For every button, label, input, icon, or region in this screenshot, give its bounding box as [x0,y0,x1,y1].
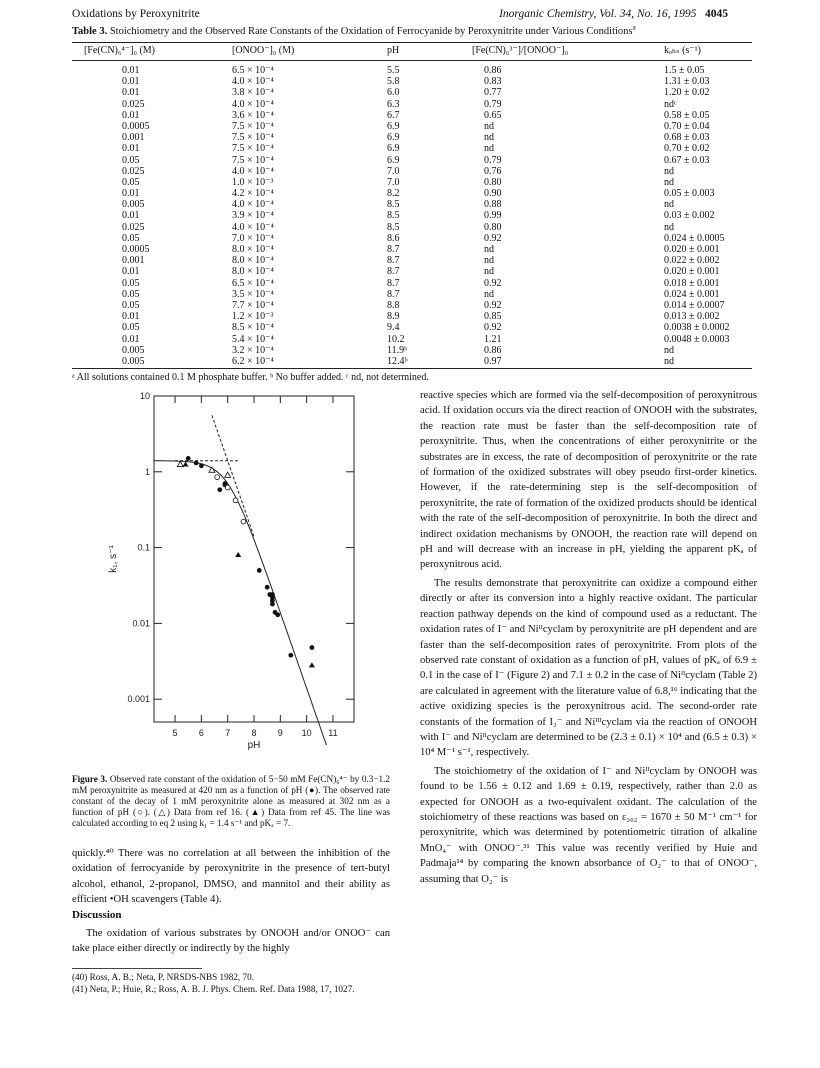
col-header: [Fe(CN)₆⁴⁻]₀ (M) [84,45,156,56]
table-cell: 0.05 [122,277,140,289]
table-cell: 0.86 [484,65,502,76]
table-cell: 6.9 [387,154,400,166]
table-cell: 0.01 [122,188,140,200]
table-cell: 8.0 × 10⁻⁴ [232,266,274,278]
data-point-filled-circle [194,461,199,466]
right-column [420,388,757,887]
table-cell: 0.76 [484,165,502,177]
table-cell: 1.20 ± 0.02 [664,87,710,99]
data-point-open-triangle [225,472,231,477]
table-row [72,222,752,233]
table-cell: nd [664,344,674,356]
data-point-open-circle [241,519,246,524]
data-point-filled-circle [309,645,314,650]
table-cell: 4.0 × 10⁻⁴ [232,199,274,211]
table-cell: 4.0 × 10⁻⁴ [232,221,274,233]
table-cell: 0.01 [122,311,140,323]
table-cell: 1.0 × 10⁻³ [232,176,274,188]
col-header: [Fe(CN)₆³⁻]/[ONOO⁻]₀ [472,45,569,56]
table-cell: 0.024 ± 0.001 [664,288,720,300]
data-point-filled-triangle [235,552,241,557]
table-cell: 0.01 [122,65,140,76]
table-cell: 7.5 × 10⁻⁴ [232,154,274,166]
data-point-filled-circle [270,592,275,597]
page-number: 4045 [705,8,728,20]
table-cell: 3.6 × 10⁻⁴ [232,109,274,121]
references [72,968,390,995]
data-point-open-circle [215,475,220,480]
table-body [72,65,752,367]
x-tick-label: 9 [277,728,283,738]
table-cell: 0.022 ± 0.002 [664,255,720,267]
table-row [72,99,752,110]
y-tick-label: 0.01 [132,618,150,629]
table-cell: 8.7 [387,277,400,289]
table-cell: 8.5 [387,199,400,211]
table-cell: 0.001 [122,255,145,267]
data-point-filled-circle [199,463,204,468]
table-cell: 1.5 ± 0.05 [664,65,705,76]
table-cell: 0.0005 [122,120,150,132]
plot-frame [154,396,354,722]
table-cell: 0.58 ± 0.05 [664,109,710,121]
table-caption-note: a [632,22,636,32]
table-cell: 0.92 [484,299,502,311]
table-row [72,356,752,367]
data-point-filled-circle [186,456,191,461]
table-row [72,210,752,221]
table-cell: 0.03 ± 0.002 [664,210,715,222]
table-cell: 6.7 [387,109,400,121]
table-cell: 0.92 [484,232,502,244]
table-cell: 0.01 [122,210,140,222]
table-cell: 4.0 × 10⁻⁴ [232,76,274,88]
data-point-filled-triangle [183,461,189,466]
table-cell: 5.8 [387,76,400,88]
table-cell: nd [664,199,674,211]
table-cell: 0.65 [484,109,502,121]
table-cell: nd [664,355,674,367]
left-paragraph: quickly.⁴⁰ There was no correlation at all between the inhibition of the oxidation of ferrocyanide by peroxynitrite in the presence of tert-butyl alcohol, ethanol, 2-propanol, DMSO, and mannitol and their ability as efficient •OH scavengers (Table 4). [72,848,390,906]
table-cell: 8.0 × 10⁻⁴ [232,255,274,267]
col-header: kₒₕₛ (s⁻¹) [664,45,701,56]
body-paragraph: The results demonstrate that peroxynitrite can oxidize a compound either directly or after its conversion into a highly reactive oxidant. The particular reaction pathway depends on the kind of compound used as a reductant. The oxidation rates of I⁻ and Niᴵᴵcyclam by peroxynitrite are pH dependent and are faster than the self-decomposition rates of peroxynitrite. From plots of the observed rate constant of oxidation as a function of pH, values of pKₐ of 6.9 ± 0.1 in the case of I⁻ (Figure 2) and 7.1 ± 0.2 in the case of Niᴵᴵcyclam (Table 2) are calculated in agreement with the literature value of 6.8,¹⁶ indicating that the active oxidizing species is the peroxynitrous acid. The second-order rate constants of the formation of I₃⁻ and Niᴵᴵᴵcyclam via the reaction of ONOOH with I⁻ and Niᴵᴵcyclam are determined to be (2.3 ± 0.1) × 10⁴ and (6.5 ± 0.3) × 10⁴ M⁻¹ s⁻¹, respectively. [420,577,757,759]
table-cell: 0.05 [122,232,140,244]
table-cell: 8.8 [387,299,400,311]
table-cell: 3.2 × 10⁻⁴ [232,344,274,356]
table-cell: 3.9 × 10⁻⁴ [232,210,274,222]
table-cell: 8.7 [387,255,400,267]
table-cell: 7.0 [387,176,400,188]
table-cell: 0.92 [484,277,502,289]
table-cell: 1.21 [484,333,502,345]
table-cell: 0.70 ± 0.04 [664,120,710,132]
table-cell: 0.005 [122,355,145,367]
x-tick-label: 5 [172,728,178,738]
table-row [72,311,752,322]
table-cell: 6.9 [387,120,400,132]
table-bottom-rule [72,368,752,369]
data-point-filled-circle [217,487,222,492]
journal-citation [499,8,728,20]
table-cell: 0.68 ± 0.03 [664,132,710,144]
table-row [72,143,752,154]
table-cell: 8.5 [387,221,400,233]
table-row [72,177,752,188]
table-cell: 0.01 [122,109,140,121]
table-cell: 0.88 [484,199,502,211]
data-point-filled-circle [275,612,280,617]
table-cell: 0.05 [122,288,140,300]
table-row [72,87,752,98]
data-point-open-circle [225,485,230,490]
y-tick-label: 0.1 [137,542,150,553]
table-row [72,322,752,333]
table-row [72,233,752,244]
table-cell: 1.31 ± 0.03 [664,76,710,88]
table-cell: 0.77 [484,87,502,99]
table-cell: 8.2 [387,188,400,200]
data-point-filled-circle [257,568,262,573]
figure-caption-label: Figure 3. [72,774,108,784]
reference-item: (41) Neta, P.; Huie, R.; Ross, A. B. J. Phys. Chem. Ref. Data 1988, 17, 1027. [72,983,355,994]
table-cell: 8.9 [387,311,400,323]
reference-item: (40) Ross, A. B.; Neta, P. NRSDS-NBS 1982, 70. [72,972,254,982]
table-cell: 0.67 ± 0.03 [664,154,710,166]
table-cell: 3.5 × 10⁻⁴ [232,288,274,300]
table-row [72,244,752,255]
table-cell: 0.018 ± 0.001 [664,277,720,289]
y-axis-label: k₁, s⁻¹ [108,545,119,573]
y-tick-label: 0.001 [127,694,150,705]
table-cell: 7.7 × 10⁻⁴ [232,299,274,311]
table-cell: 8.7 [387,266,400,278]
body-paragraph: reactive species which are formed via the self-decomposition of peroxynitrous acid. If oxidation occurs via the direct reaction of ONOOH with the substrates, the reaction rate must be faster than the self-decomposition rate of peroxynitrite. Thus, when the concentrations of either peroxynitrite or the substrates are in excess, the rate of decomposition of peroxynitrite or the rate of formation of the oxidized substrates will obey pseudo first-order kinetics. However, if the rate-determining step is the self-decomposition of peroxynitrite, the rate of formation of the oxidized products should be identical with the rate of the self-decomposition of peroxynitrite. In both the direct and indirect oxidation mechanisms by ONOOH, the reaction rate will depend on pH and will decrease with an increase in pH, yielding the apparent pKₐ of peroxynitrous acid. [420,390,757,571]
y-tick-label: 1 [144,466,150,477]
table-cell: 12.4ᵇ [387,355,408,367]
table-cell: 0.05 [122,154,140,166]
table-cell: 0.80 [484,221,502,233]
table-cell: 0.99 [484,210,502,222]
table-cell: 6.2 × 10⁻⁴ [232,355,274,367]
x-axis-label: pH [247,740,261,751]
table-row [72,166,752,177]
table-cell: 0.05 [122,322,140,334]
table-row [72,334,752,345]
table-cell: 0.01 [122,76,140,88]
table-cell: 0.0005 [122,244,150,255]
table-row [72,345,752,356]
table-cell: 10.2 [387,333,405,345]
table-cell: 3.8 × 10⁻⁴ [232,87,274,99]
table-cell: 4.0 × 10⁻⁴ [232,165,274,177]
col-header: pH [387,45,400,56]
table-cell: 5.4 × 10⁻⁴ [232,333,274,345]
col-header: [ONOO⁻]₀ (M) [232,45,295,56]
figure-caption-text: Observed rate constant of the oxidation of 5−50 mM Fe(CN)₆⁴⁻ by 0.3−1.2 mM peroxynitrite as measured at 420 nm as a function of pH (●). The observed rate constant of the decay of 1 mM peroxynitrite alone as measured at 302 nm as a function of pH (○). (△) Data from ref 16. (▲) Data from ref 45. The line was calculated according to eq 2 using k₁ = 1.4 s⁻¹ and pKₐ = 7. [72,774,390,829]
table-cell: 0.0048 ± 0.0003 [664,333,730,345]
discussion-heading: Discussion [72,909,122,921]
table-cell: 0.020 ± 0.001 [664,266,720,278]
table-cell: 0.83 [484,76,502,88]
references-rule [72,968,202,969]
table-row [72,65,752,76]
x-tick-label: 7 [225,728,231,738]
table-cell: 0.01 [122,266,140,278]
table-cell: 1.2 × 10⁻³ [232,311,274,323]
table-cell: 0.025 [122,165,145,177]
table-cell: 0.05 [122,299,140,311]
table-cell: 0.05 ± 0.003 [664,188,715,200]
table-cell: 7.5 × 10⁻⁴ [232,143,274,155]
table-cell: nd [664,221,674,233]
x-tick-label: 10 [301,728,312,738]
table-cell: 0.80 [484,176,502,188]
data-point-open-triangle [177,461,183,466]
table-cell: nd [484,244,494,255]
table-cell: 6.0 [387,87,400,99]
table-cell: ndᶜ [664,98,677,110]
table-cell: 8.7 [387,244,400,255]
table-footnote: ᵃ All solutions contained 0.1 M phosphate buffer. ᵇ No buffer added. ᶜ nd, not determined. [72,372,429,383]
table-cell: 4.2 × 10⁻⁴ [232,188,274,200]
running-title: Oxidations by Peroxynitrite [72,8,200,20]
table-header-rule [72,60,752,61]
figure-caption [72,774,390,829]
table-cell: 0.005 [122,344,145,356]
table-cell: nd [484,132,494,144]
table-row [72,199,752,210]
data-point-filled-circle [265,585,270,590]
table-caption-text: Stoichiometry and the Observed Rate Constants of the Oxidation of Ferrocyanide by Peroxynitrite under Various Conditions [109,26,633,37]
x-tick-label: 6 [198,728,204,738]
table-cell: 0.01 [122,333,140,345]
data-point-filled-circle [288,653,293,658]
table-cell: nd [484,288,494,300]
table-cell: 8.5 [387,210,400,222]
table-row [72,132,752,143]
table-label: Table 3. [72,26,108,37]
table-cell: 0.90 [484,188,502,200]
table-caption [72,22,752,37]
table-cell: 5.5 [387,65,400,76]
table-row [72,278,752,289]
table-cell: 6.9 [387,143,400,155]
x-tick-label: 8 [251,728,257,738]
data-point-filled-circle [270,602,275,607]
table-row [72,110,752,121]
table-row [72,76,752,87]
table-cell: 7.5 × 10⁻⁴ [232,132,274,144]
table-cell: 0.79 [484,154,502,166]
table-row [72,255,752,266]
table-cell: 0.97 [484,355,502,367]
table-cell: nd [484,143,494,155]
table-cell: 0.79 [484,98,502,110]
table-cell: 7.0 [387,165,400,177]
table-cell: 8.6 [387,232,400,244]
table-cell: 0.020 ± 0.001 [664,244,720,255]
table-cell: 0.92 [484,322,502,334]
table-cell: 0.86 [484,344,502,356]
table-row [72,121,752,132]
table-cell: 0.024 ± 0.0005 [664,232,725,244]
table-cell: 0.001 [122,132,145,144]
figure-3-plot [96,390,376,770]
fit-line [154,461,326,745]
table-cell: 11.9ᵇ [387,344,408,356]
table-row [72,289,752,300]
table-cell: 0.025 [122,98,145,110]
data-point-filled-triangle [309,662,315,667]
table-cell: 0.05 [122,176,140,188]
table-cell: 0.014 ± 0.0007 [664,299,725,311]
table-cell: 0.01 [122,143,140,155]
body-paragraph: The stoichiometry of the oxidation of I⁻ and Niᴵᴵcyclam by ONOOH was found to be 1.56 ± 0.12 and 1.69 ± 0.19, respectively, rather than 2.0 as expected for ONOOH as a two-equivalent oxidant. The calculation of the stoichiometry of these reactions was based on ε₃₀₂ = 1670 ± 50 M⁻¹ cm⁻¹ for peroxynitrite, which was determined by potentiometric titration of alkaline MnO₄⁻ with ONOO⁻.³¹ This value was recently verified by Huie and Padmaja¹⁴ by comparing the known absorbance of O₂⁻ to that of ONOO⁻, assuming that O₂⁻ is [420,765,757,885]
table-row [72,188,752,199]
table-cell: 8.5 × 10⁻⁴ [232,322,274,334]
table-cell: 0.70 ± 0.02 [664,143,710,155]
y-tick-label: 10 [139,391,150,401]
table-row [72,266,752,277]
journal-name: Inorganic Chemistry, Vol. 34, No. 16, 1995 [499,8,697,20]
table-cell: 0.005 [122,199,145,211]
table-top-rule [72,42,752,43]
table-cell: 6.5 × 10⁻⁴ [232,65,274,76]
table-cell: 8.7 [387,288,400,300]
table-cell: nd [484,120,494,132]
table-cell: 0.85 [484,311,502,323]
table-cell: 6.9 [387,132,400,144]
table-cell: 7.0 × 10⁻⁴ [232,232,274,244]
table-cell: nd [484,266,494,278]
table-cell: 8.0 × 10⁻⁴ [232,244,274,255]
table-row [72,300,752,311]
table-cell: 0.0038 ± 0.0002 [664,322,730,334]
data-point-open-circle [233,498,238,503]
table-cell: 4.0 × 10⁻⁴ [232,98,274,110]
table-cell: 6.3 [387,98,400,110]
table-cell: 0.013 ± 0.002 [664,311,720,323]
table-cell: nd [664,165,674,177]
table-row [72,155,752,166]
table-cell: nd [484,255,494,267]
x-tick-label: 11 [328,728,338,738]
table-cell: 0.025 [122,221,145,233]
discussion-paragraph: The oxidation of various substrates by ONOOH and/or ONOO⁻ can take place either directly or indirectly by the highly [72,928,390,955]
table-cell: nd [664,176,674,188]
table-cell: 9.4 [387,322,400,334]
table-cell: 7.5 × 10⁻⁴ [232,120,274,132]
table-cell: 0.01 [122,87,140,99]
table-cell: 6.5 × 10⁻⁴ [232,277,274,289]
